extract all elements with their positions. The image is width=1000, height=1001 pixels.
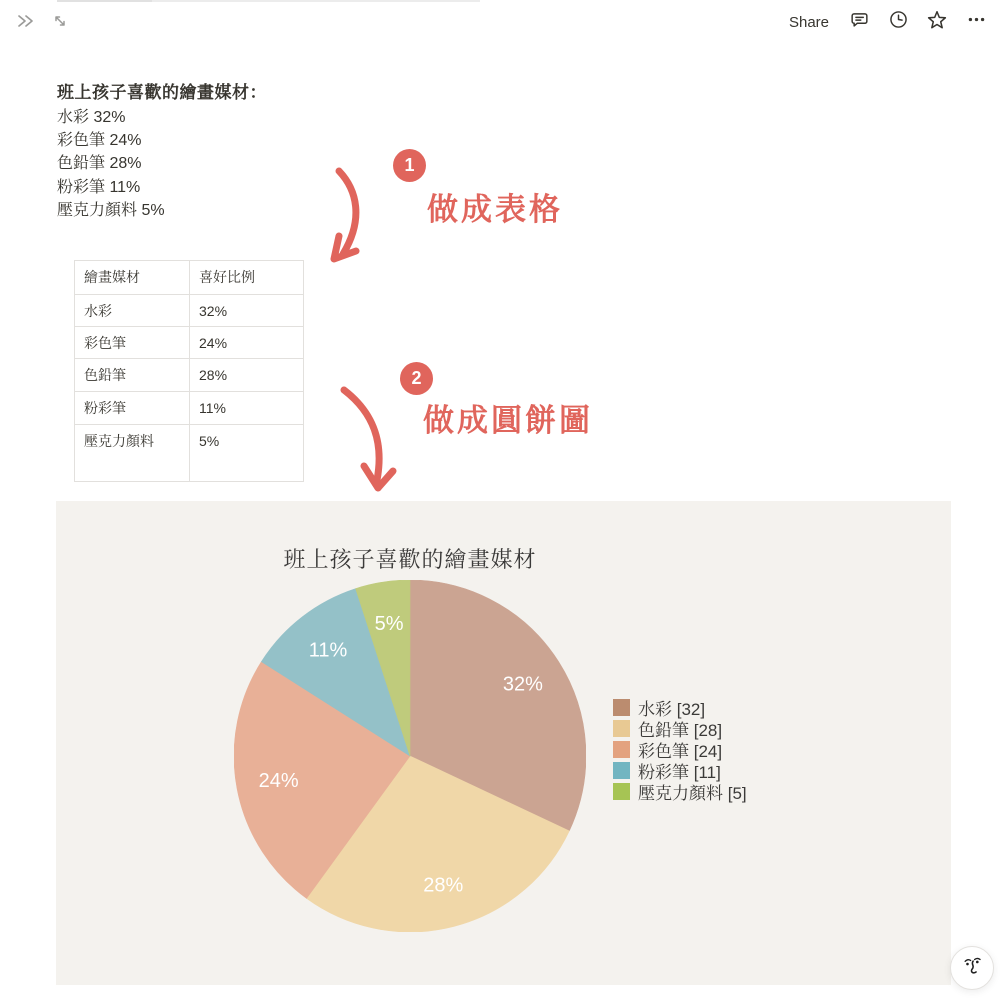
legend-swatch [613, 741, 630, 758]
doc-heading[interactable]: 班上孩子喜歡的繪畫媒材： [57, 83, 267, 102]
legend-swatch [613, 783, 630, 800]
more-options-button[interactable] [963, 9, 989, 35]
legend-item [613, 739, 747, 760]
table-cell[interactable]: 11% [189, 392, 303, 424]
legend-item [613, 718, 747, 739]
pie-slice-label: 24% [258, 770, 299, 793]
table-cell[interactable]: 粉彩筆 [84, 400, 126, 416]
chart-title: 班上孩子喜歡的繪畫媒材 [283, 547, 537, 572]
ai-assistant-button[interactable] [950, 946, 994, 990]
list-line[interactable]: 水彩 32% [57, 109, 126, 126]
topbar-left [12, 10, 73, 36]
table-cell[interactable]: 色鉛筆 [84, 367, 126, 383]
legend-label: 彩色筆 [24] [638, 742, 723, 761]
favorite-button[interactable] [924, 9, 950, 35]
table-cell[interactable]: 壓克力顏料 [84, 433, 154, 449]
ellipsis-icon [966, 9, 987, 35]
ai-face-icon [961, 954, 984, 982]
pie-chart-embed[interactable] [56, 501, 951, 985]
table-row [75, 326, 303, 358]
legend-item [613, 760, 747, 781]
table-header-row [75, 261, 303, 294]
table-cell[interactable]: 水彩 [84, 303, 112, 319]
diagonal-expand-icon [51, 12, 69, 35]
arrowhead-2 [364, 466, 393, 488]
curved-arrow-2 [344, 390, 379, 480]
step-label-1: 做成表格 [427, 192, 563, 227]
legend-swatch [613, 699, 630, 716]
updates-button[interactable] [885, 9, 911, 35]
clock-icon [888, 9, 909, 35]
open-sidebar-button[interactable] [12, 10, 38, 36]
legend-label: 水彩 [32] [638, 700, 706, 719]
list-line[interactable]: 彩色筆 24% [57, 132, 142, 150]
pie-chart [234, 580, 586, 932]
expand-window-button[interactable] [47, 10, 73, 36]
step-badge-1: 1 [393, 149, 426, 182]
topbar-right [785, 8, 989, 36]
legend-swatch [613, 720, 630, 737]
legend-item [613, 781, 747, 802]
list-line[interactable]: 壓克力顏料 5% [57, 201, 165, 219]
comment-bubble-icon [849, 9, 870, 35]
list-line[interactable]: 粉彩筆 11% [57, 178, 141, 196]
table-header-cell[interactable]: 喜好比例 [189, 261, 303, 294]
table-cell[interactable]: 5% [189, 425, 303, 481]
doc-text-block[interactable] [57, 106, 165, 222]
table-header-cell[interactable]: 繪畫媒材 [84, 269, 140, 285]
table-row [75, 294, 303, 326]
table-cell[interactable]: 28% [189, 359, 303, 391]
list-line[interactable]: 色鉛筆 28% [57, 155, 142, 173]
legend-label: 色鉛筆 [28] [638, 721, 723, 740]
pie-slice-label: 28% [423, 874, 464, 897]
table-row [75, 358, 303, 391]
pie-slice-label: 5% [374, 612, 404, 635]
legend-item [613, 697, 747, 718]
chart-legend [613, 697, 747, 802]
table-cell[interactable]: 彩色筆 [84, 335, 126, 351]
double-chevron-right-icon [15, 11, 35, 36]
table-cell[interactable]: 32% [189, 295, 303, 326]
table-cell[interactable]: 24% [189, 327, 303, 358]
pie-slice-label: 11% [308, 639, 348, 662]
table-row [75, 424, 303, 481]
preferences-table[interactable] [74, 260, 304, 482]
window-edge-line [57, 0, 152, 2]
table-row [75, 391, 303, 424]
curved-arrow-1 [339, 171, 356, 254]
share-button[interactable]: Share [788, 13, 829, 31]
window-edge-line [152, 0, 480, 2]
comments-button[interactable] [846, 9, 872, 35]
arrowhead-1 [334, 236, 356, 259]
legend-label: 粉彩筆 [11] [638, 763, 721, 782]
step-badge-2: 2 [400, 362, 433, 395]
legend-swatch [613, 762, 630, 779]
legend-label: 壓克力顏料 [5] [638, 784, 747, 803]
star-icon [926, 9, 948, 36]
step-label-2: 做成圓餅圖 [423, 403, 593, 438]
pie-slice-label: 32% [502, 673, 543, 696]
